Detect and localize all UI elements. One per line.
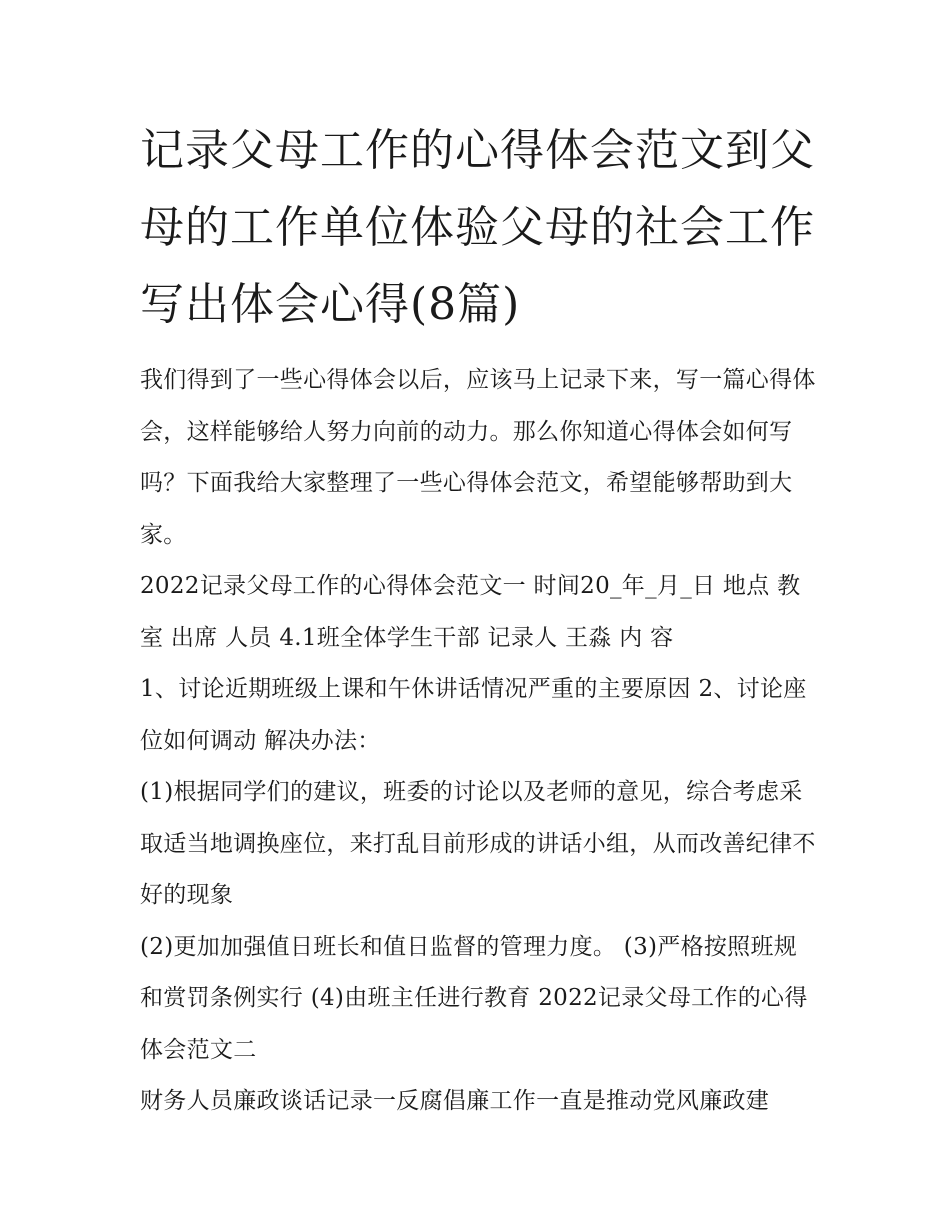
document-page bbox=[140, 112, 820, 1128]
intro-paragraph: 我们得到了一些心得体会以后，应该马上记录下来，写一篇心得体会，这样能够给人努力向前的动力。那么你知道心得体会如何写吗？下面我给大家整理了一些心得体会范文，希望能够帮助到大家。 bbox=[140, 367, 816, 548]
essay-two-paragraph: 财务人员廉政谈话记录一反腐倡廉工作一直是推动党风廉政建 bbox=[140, 1088, 770, 1114]
document-title: 记录父母工作的心得体会范文到父母的工作单位体验父母的社会工作写出体会心得(8篇) bbox=[140, 125, 815, 330]
solution-1-paragraph: (1)根据同学们的建议，班委的讨论以及老师的意见，综合考虑采取适当地调换座位，来打乱目前形成的讲话小组，从而改善纪律不好的现象 bbox=[140, 779, 816, 908]
solution-2-4-paragraph: (2)更加加强值日班长和值日监督的管理力度。 (3)严格按照班规和赏罚条例实行 (4)由班主任进行教育 2022记录父母工作的心得体会范文二 bbox=[140, 933, 808, 1063]
discussion-topics-paragraph: 1、讨论近期班级上课和午休讲话情况严重的主要原因 2、讨论座位如何调动 解决办法： bbox=[140, 676, 807, 754]
meeting-info-paragraph: 2022记录父母工作的心得体会范文一 时间20_年_月_日 地点 教 室 出席 人员 4.1班全体学生干部 记录人 王淼 内 容 bbox=[140, 573, 801, 651]
